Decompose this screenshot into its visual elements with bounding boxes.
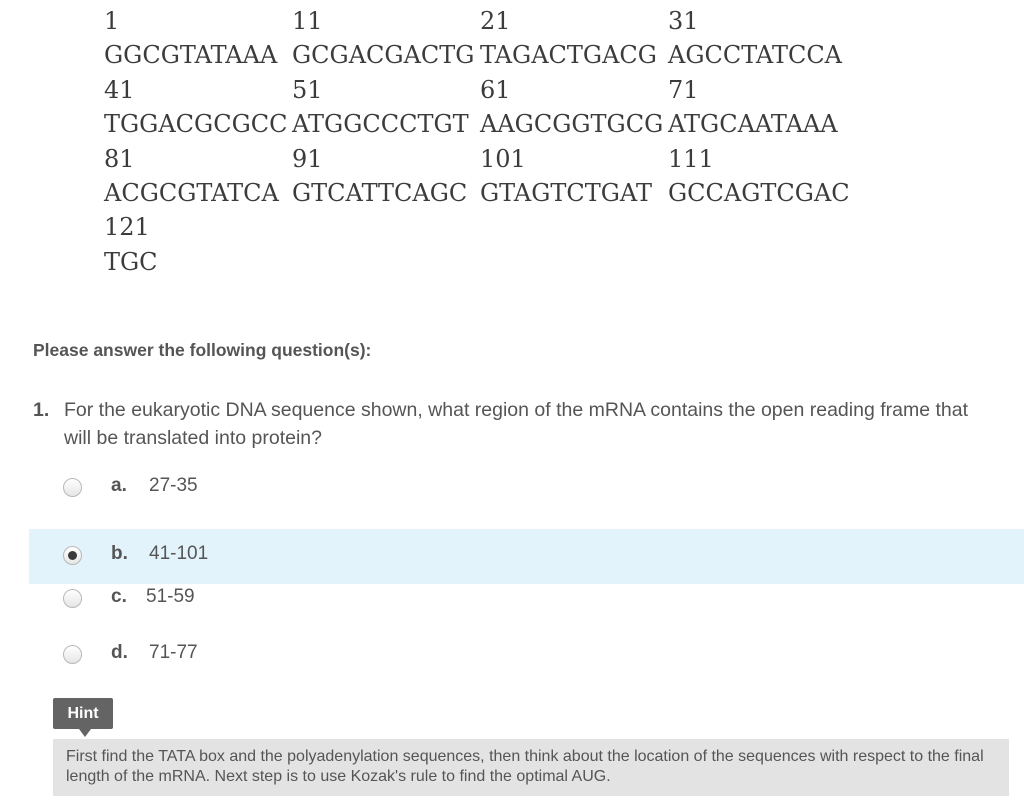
- sequence-bases: GGCGTATAAA: [104, 41, 278, 70]
- sequence-position-label: 71: [668, 75, 699, 104]
- sequence-position-label: 31: [668, 7, 699, 35]
- sequence-bases-row: [104, 245, 856, 279]
- sequence-position-label: 121: [104, 213, 150, 242]
- sequence-position-label: 61: [480, 75, 511, 104]
- sequence-bases-row: [104, 38, 856, 72]
- sequence-position-row: [104, 210, 856, 244]
- sequence-bases: GTCATTCAGC: [292, 178, 468, 207]
- sequence-bases: GCGACGACTG: [292, 41, 475, 70]
- sequence-position-label: 91: [292, 144, 323, 173]
- sequence-bases: ATGCAATAAA: [668, 110, 838, 139]
- option-text: 71-77: [149, 642, 198, 663]
- sequence-position-label: 21: [480, 7, 511, 35]
- sequence-position-label: 51: [292, 75, 323, 104]
- radio-button-selected[interactable]: [63, 546, 82, 565]
- sequence-bases: ATGGCCCTGT: [292, 110, 469, 139]
- question-text: For the eukaryotic DNA sequence shown, what region of the mRNA contains the open reading frame that will be translated into protein?: [64, 399, 969, 449]
- sequence-position-label: 101: [480, 144, 526, 173]
- sequence-bases: AAGCGGTGCG: [480, 110, 664, 139]
- sequence-bases-row: [104, 107, 856, 141]
- sequence-bases: GTAGTCTGAT: [480, 178, 652, 207]
- sequence-bases-row: [104, 176, 856, 210]
- sequence-bases: AGCCTATCCA: [668, 41, 843, 70]
- sequence-bases: TGC: [104, 247, 158, 276]
- sequence-position-label: 1: [104, 7, 120, 35]
- sequence-bases: ACGCGTATCA: [104, 178, 279, 207]
- sequence-bases: TGGACGCGCC: [104, 110, 288, 139]
- radio-button[interactable]: [63, 478, 82, 497]
- instructions-heading: Please answer the following question(s):: [33, 340, 372, 360]
- option-text: 27-35: [149, 475, 198, 496]
- answer-option-c[interactable]: [29, 572, 1024, 627]
- sequence-bases: GCCAGTCGAC: [668, 178, 850, 207]
- sequence-position-row: [104, 142, 856, 176]
- hint-pointer-arrow: [79, 729, 91, 737]
- sequence-position-label: 11: [292, 7, 323, 35]
- option-letter: d.: [111, 642, 128, 663]
- sequence-position-label: 81: [104, 144, 135, 173]
- radio-button[interactable]: [63, 589, 82, 608]
- answer-option-d[interactable]: [29, 628, 1024, 683]
- option-letter: a.: [111, 475, 127, 496]
- question-number: 1.: [33, 399, 50, 421]
- sequence-position-label: 41: [104, 75, 135, 104]
- hint-text-box: First find the TATA box and the polyadenylation sequences, then think about the location of the sequences with respect to the final length of the mRNA. Next step is to use Kozak's rule to find the optimal AUG.: [53, 739, 1009, 796]
- sequence-position-row: [104, 4, 856, 38]
- radio-button[interactable]: [63, 645, 82, 664]
- answer-option-a[interactable]: [29, 461, 1024, 516]
- sequence-bases: TAGACTGACG: [480, 41, 657, 70]
- sequence-position-row: [104, 73, 856, 107]
- option-letter: c.: [111, 586, 127, 607]
- option-text: 51-59: [146, 586, 195, 607]
- hint-button[interactable]: Hint: [53, 698, 113, 729]
- sequence-position-label: 111: [668, 144, 714, 173]
- question: [33, 396, 993, 452]
- option-text: 41-101: [149, 543, 209, 564]
- dna-sequence-display: [104, 4, 856, 279]
- option-letter: b.: [111, 543, 128, 564]
